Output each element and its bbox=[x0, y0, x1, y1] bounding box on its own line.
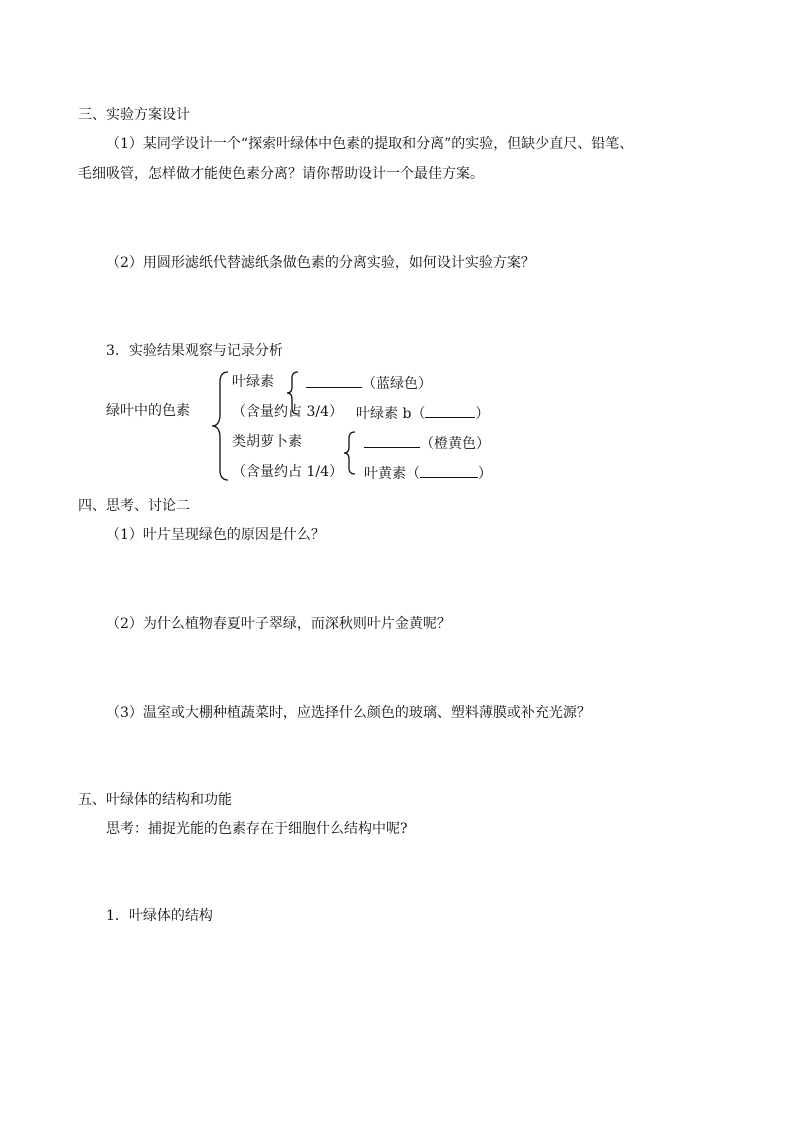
chlorophyll-share: （含量约占 3/4） bbox=[232, 404, 343, 420]
diagram-root-label: 绿叶中的色素 bbox=[106, 403, 190, 419]
carotenoids-brace bbox=[342, 430, 358, 476]
item-1-title: 1．叶绿体的结构 bbox=[106, 908, 213, 924]
chlorophyll-a-color: （蓝绿色） bbox=[362, 376, 432, 392]
chlorophyll-label: 叶绿素 bbox=[232, 374, 274, 390]
question-1-line-2: 毛细吸管，怎样做才能使色素分离？请你帮助设计一个最佳方案。 bbox=[78, 166, 484, 182]
question-1-line-1: （1）某同学设计一个“探索叶绿体中色素的提取和分离”的实验，但缺少直尺、铅笔、 bbox=[106, 136, 634, 152]
xanthophyll-close: ） bbox=[478, 466, 492, 482]
carotenoid-share: （含量约占 1/4） bbox=[232, 464, 343, 480]
chlorophyll-a-blank[interactable] bbox=[306, 373, 362, 388]
chlorophyll-b-row bbox=[356, 403, 489, 423]
chlorophyll-b-blank[interactable] bbox=[425, 403, 475, 418]
chlorophyll-b-label: 叶绿素 b（ bbox=[356, 406, 426, 422]
carotenoids-label: 类胡萝卜素 bbox=[232, 434, 302, 450]
item-3-title: 3．实验结果观察与记录分析 bbox=[106, 343, 283, 359]
think-question: 思考：捕捉光能的色素存在于细胞什么结构中呢? bbox=[106, 821, 408, 837]
discussion-question-1: （1）叶片呈现绿色的原因是什么？ bbox=[106, 527, 325, 543]
carotene-color: （橙黄色） bbox=[420, 436, 490, 452]
discussion-question-3: （3）温室或大棚种植蔬菜时，应选择什么颜色的玻璃、塑料薄膜或补充光源？ bbox=[106, 705, 591, 721]
discussion-question-2: （2）为什么植物春夏叶子翠绿，而深秋则叶片金黄呢？ bbox=[106, 616, 451, 632]
xanthophyll-blank[interactable] bbox=[420, 463, 478, 478]
main-brace bbox=[210, 370, 232, 482]
xanthophyll-label: 叶黄素（ bbox=[364, 466, 420, 482]
xanthophyll-row bbox=[364, 463, 492, 483]
section-3-heading: 三、实验方案设计 bbox=[78, 107, 190, 123]
section-5-heading: 五、叶绿体的结构和功能 bbox=[78, 792, 232, 808]
chlorophyll-b-close: ） bbox=[475, 406, 490, 422]
carotene-blank[interactable] bbox=[364, 433, 420, 448]
question-2: （2）用圆形滤纸代替滤纸条做色素的分离实验，如何设计实验方案？ bbox=[106, 255, 535, 271]
chlorophyll-a-row bbox=[306, 373, 432, 393]
section-4-heading: 四、思考、讨论二 bbox=[78, 498, 190, 514]
carotene-row bbox=[364, 433, 490, 453]
